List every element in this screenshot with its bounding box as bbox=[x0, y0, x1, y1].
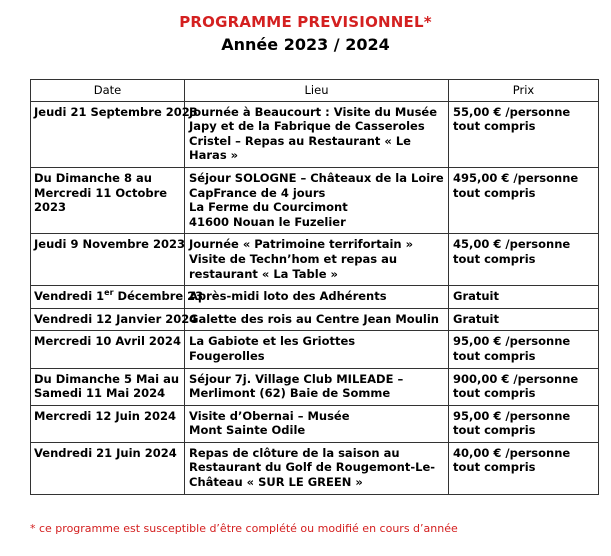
column-header-lieu: Lieu bbox=[185, 80, 449, 102]
cell-lieu bbox=[185, 405, 449, 442]
cell-lieu bbox=[185, 368, 449, 405]
cell-prix-line: 495,00 € /personne bbox=[453, 170, 579, 185]
table-row bbox=[31, 167, 599, 233]
cell-date-line: Vendredi 12 Janvier 2024 bbox=[34, 311, 198, 326]
page-title: PROGRAMME PREVISIONNEL* bbox=[179, 13, 432, 31]
cell-lieu-line: Journée à Beaucourt : Visite du Musée bbox=[189, 104, 438, 119]
cell-prix bbox=[449, 331, 599, 368]
cell-prix-line: 40,00 € /personne bbox=[453, 445, 571, 460]
cell-prix-line: tout compris bbox=[453, 423, 536, 438]
cell-prix-line: tout compris bbox=[453, 251, 536, 266]
cell-prix bbox=[449, 286, 599, 309]
cell-prix-line: Gratuit bbox=[453, 311, 499, 326]
cell-date-line: 2023 bbox=[34, 200, 67, 215]
cell-lieu-line: Haras » bbox=[189, 148, 239, 163]
cell-date-line: Mercredi 10 Avril 2024 bbox=[34, 334, 181, 349]
cell-lieu bbox=[185, 331, 449, 368]
cell-date-line: Vendredi 1er Décembre 23 bbox=[34, 288, 204, 304]
cell-prix bbox=[449, 167, 599, 233]
cell-prix bbox=[449, 308, 599, 331]
page-subtitle: Année 2023 / 2024 bbox=[221, 35, 390, 54]
cell-lieu-line: Galette des rois au Centre Jean Moulin bbox=[189, 311, 439, 326]
cell-lieu-line: La Gabiote et les Griottes bbox=[189, 334, 356, 349]
cell-lieu-line: Mont Sainte Odile bbox=[189, 423, 306, 438]
cell-date bbox=[31, 442, 185, 494]
cell-date bbox=[31, 286, 204, 309]
cell-prix-line: 900,00 € /personne bbox=[453, 371, 579, 386]
cell-lieu-line: Cristel – Repas au Restaurant « Le bbox=[189, 133, 411, 148]
cell-date-line: Mercredi 12 Juin 2024 bbox=[34, 408, 176, 423]
cell-prix-line: 45,00 € /personne bbox=[453, 237, 571, 252]
cell-lieu-line: Après-midi loto des Adhérents bbox=[189, 289, 387, 304]
table-row bbox=[31, 442, 599, 494]
cell-prix-line: 55,00 € /personne bbox=[453, 104, 571, 119]
cell-date bbox=[31, 368, 185, 405]
cell-date-line: Du Dimanche 5 Mai au bbox=[34, 371, 180, 386]
cell-prix-line: tout compris bbox=[453, 460, 536, 475]
cell-lieu bbox=[185, 308, 449, 331]
cell-lieu-line: 41600 Nouan le Fuzelier bbox=[189, 214, 346, 229]
cell-prix-line: 95,00 € /personne bbox=[453, 408, 571, 423]
cell-date-line: Vendredi 21 Juin 2024 bbox=[34, 445, 177, 460]
cell-date-line: Mercredi 11 Octobre bbox=[34, 185, 168, 200]
cell-date bbox=[31, 308, 198, 331]
cell-prix bbox=[449, 368, 599, 405]
cell-lieu-line: Visite de Techn’hom et repas au bbox=[189, 251, 398, 266]
cell-date-line: Jeudi 21 Septembre 2023 bbox=[34, 104, 198, 119]
cell-lieu-line: Fougerolles bbox=[189, 348, 265, 363]
table-row bbox=[31, 308, 599, 331]
cell-date bbox=[31, 234, 185, 286]
column-header-date: Date bbox=[31, 80, 185, 102]
table-row bbox=[31, 234, 599, 286]
cell-date bbox=[31, 331, 185, 368]
table-row bbox=[31, 286, 599, 309]
cell-date bbox=[31, 101, 198, 167]
cell-lieu bbox=[185, 101, 449, 167]
cell-lieu-line: Château « SUR LE GREEN » bbox=[189, 475, 363, 490]
cell-lieu-line: Merlimont (62) Baie de Somme bbox=[189, 386, 391, 401]
cell-lieu-line: Restaurant du Golf de Rougemont-Le- bbox=[189, 460, 436, 475]
table-row bbox=[31, 101, 599, 167]
cell-lieu-line: Séjour SOLOGNE – Châteaux de la Loire bbox=[189, 170, 444, 185]
cell-lieu-line: Japy et de la Fabrique de Casseroles bbox=[189, 119, 425, 134]
cell-prix-line: tout compris bbox=[453, 119, 536, 134]
cell-prix-line: tout compris bbox=[453, 185, 536, 200]
table-row bbox=[31, 368, 599, 405]
cell-prix-line: tout compris bbox=[453, 386, 536, 401]
cell-date bbox=[31, 405, 185, 442]
cell-lieu-line: Journée « Patrimoine terrifortain » bbox=[189, 237, 414, 252]
cell-lieu-line: La Ferme du Courcimont bbox=[189, 200, 348, 215]
table-row bbox=[31, 405, 599, 442]
cell-prix-line: Gratuit bbox=[453, 289, 499, 304]
cell-lieu bbox=[185, 442, 449, 494]
table-row bbox=[31, 331, 599, 368]
cell-prix bbox=[449, 405, 599, 442]
cell-prix bbox=[449, 442, 599, 494]
cell-lieu-line: Séjour 7j. Village Club MILEADE – bbox=[189, 371, 404, 386]
cell-prix bbox=[449, 234, 599, 286]
cell-lieu bbox=[185, 286, 449, 309]
cell-lieu bbox=[185, 234, 449, 286]
column-header-prix: Prix bbox=[449, 80, 599, 102]
cell-date-line: Du Dimanche 8 au bbox=[34, 170, 152, 185]
cell-lieu-line: restaurant « La Table » bbox=[189, 266, 338, 281]
table-header-row bbox=[31, 80, 599, 102]
cell-lieu-line: CapFrance de 4 jours bbox=[189, 185, 326, 200]
cell-date bbox=[31, 167, 185, 233]
programme-table bbox=[30, 79, 599, 495]
cell-lieu-line: Visite d’Obernai – Musée bbox=[189, 408, 350, 423]
cell-lieu-line: Repas de clôture de la saison au bbox=[189, 445, 400, 460]
footnote: * ce programme est susceptible d’être complété ou modifié en cours d’année bbox=[30, 522, 458, 535]
cell-date-line: Jeudi 9 Novembre 2023 bbox=[34, 237, 185, 252]
cell-prix-line: tout compris bbox=[453, 348, 536, 363]
cell-prix bbox=[449, 101, 599, 167]
cell-prix-line: 95,00 € /personne bbox=[453, 334, 571, 349]
cell-lieu bbox=[185, 167, 449, 233]
cell-date-line: Samedi 11 Mai 2024 bbox=[34, 386, 166, 401]
